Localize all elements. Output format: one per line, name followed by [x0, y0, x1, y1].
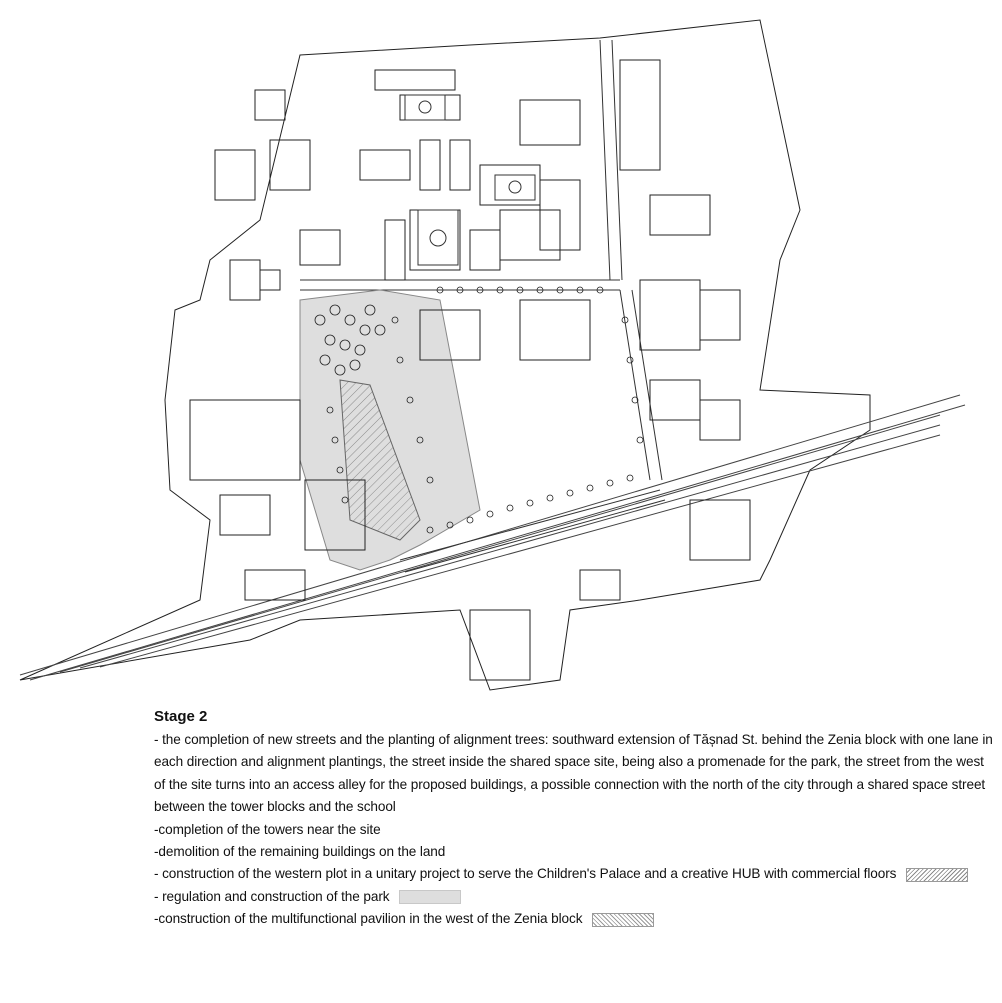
diag-swatch-icon — [592, 913, 654, 927]
legend-item-streets: - the completion of new streets and the planting of alignment trees: southward extension of Tășnad St. behind the Zenia block with one lane in each direction and alignment plantings, the street inside the shared space site, being also a promenade for the park, the street from the west of the site turns into an access alley for the proposed buildings, a possible connection with the north of the city through a shared space street between the tower blocks and the school — [154, 732, 993, 815]
buildings — [190, 60, 750, 680]
legend-item-park: - regulation and construction of the park — [154, 886, 994, 908]
legend-item-demolition: -demolition of the remaining buildings on the land — [154, 844, 446, 860]
railway — [20, 395, 965, 680]
legend-item-towers: -completion of the towers near the site — [154, 821, 381, 837]
fill-swatch-icon — [399, 890, 461, 904]
hatch-swatch-icon — [906, 868, 968, 882]
legend — [154, 708, 994, 931]
stage-title: Stage 2 — [154, 708, 208, 725]
legend-item-pavilion: -construction of the multifunctional pavilion in the west of the Zenia block — [154, 908, 994, 930]
legend-item-western-plot: - construction of the western plot in a unitary project to serve the Children's Palace and a creative HUB with commercial floors — [154, 863, 994, 885]
